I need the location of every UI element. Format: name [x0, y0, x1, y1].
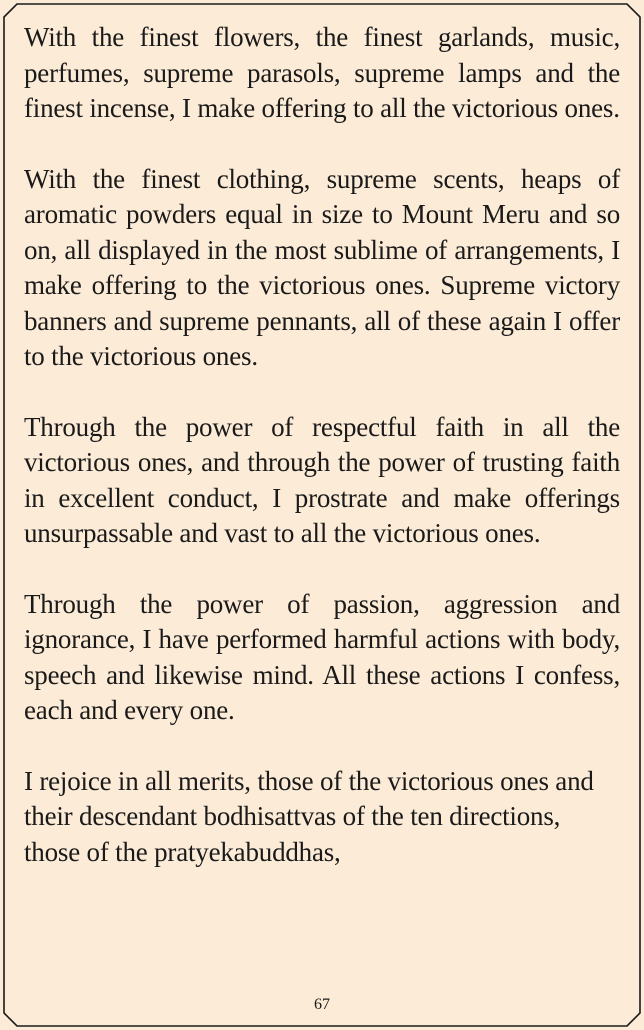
- paragraph-3: Through the power of respectful faith in all the victorious ones, and through the power of trusting faith in excellent conduct, I prostrate and make offerings unsurpassable and vast to all the victorious ones.: [24, 411, 620, 548]
- paragraph-4: Through the power of passion, aggression and ignorance, I have performed harmful actions with body, speech and likewise mind. All these actions I confess, each and every one.: [24, 588, 620, 725]
- paragraph-5: I rejoice in all merits, those of the victorious ones and their descendant bodhisattvas of the ten directions, those of the pratyekabuddhas,: [24, 765, 594, 867]
- paragraph-2: With the finest clothing, supreme scents, heaps of aromatic powders equal in size to Mount Meru and so on, all displayed in the most sublime of arrangements, I make offering to the victorious ones. Supreme victory banners and supreme pennants, all of these again I offer to the victorious ones.: [24, 163, 620, 371]
- page-number: 67: [314, 996, 330, 1013]
- paragraph-1: With the finest flowers, the finest garlands, music, perfumes, supreme parasols, supreme lamps and the finest incense, I make offering to all the victorious ones.: [24, 22, 620, 123]
- page-text: [24, 20, 620, 905]
